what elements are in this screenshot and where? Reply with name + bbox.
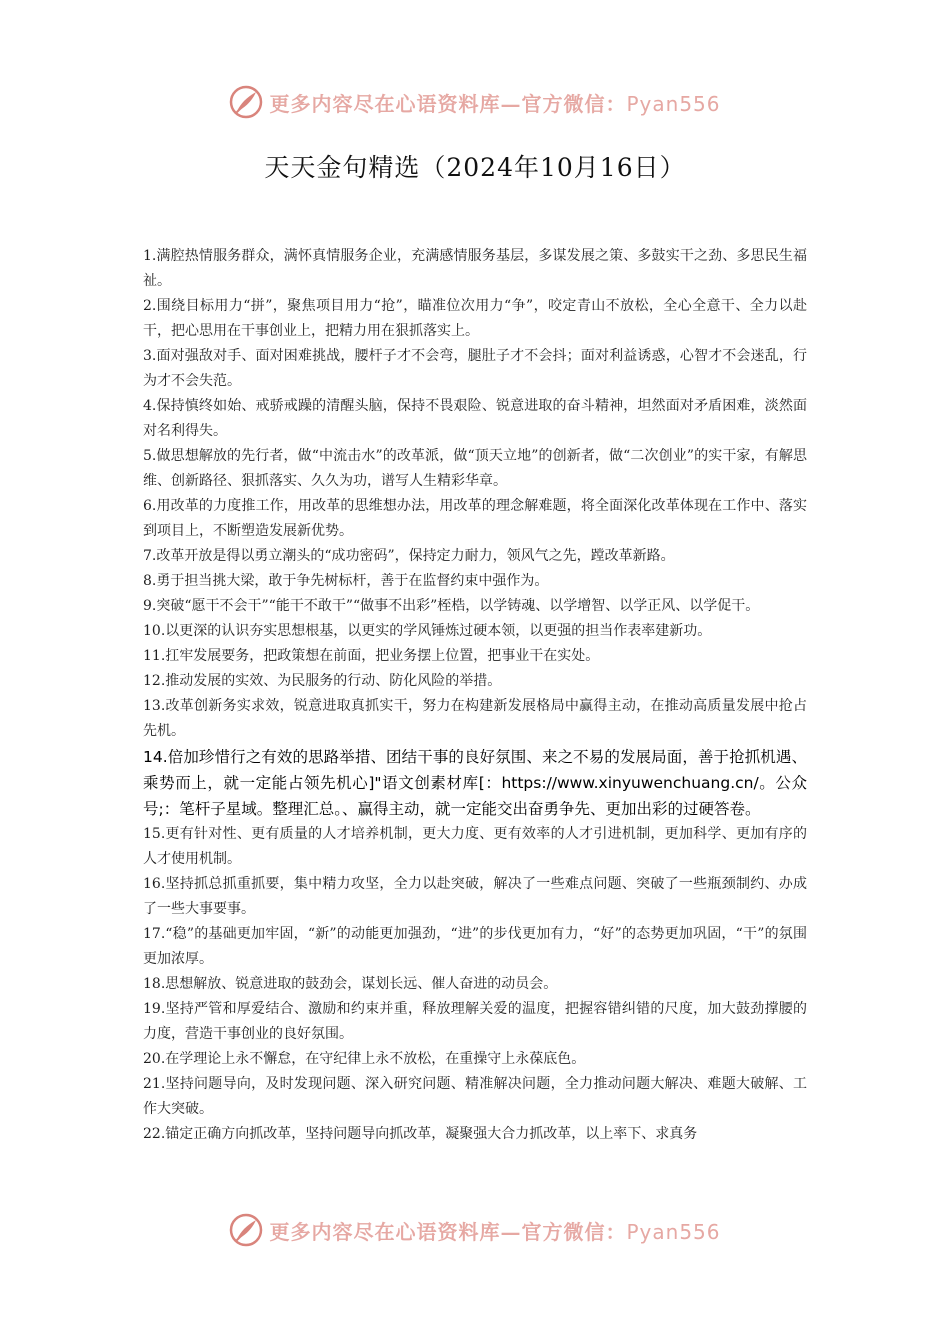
list-item: 19.坚持严管和厚爱结合、激励和约束并重，释放理解关爱的温度，把握容错纠错的尺度，加大鼓劲撑腰的力度，营造干事创业的良好氛围。: [143, 1001, 807, 1042]
list-item: 16.坚持抓总抓重抓要，集中精力攻坚，全力以赴突破，解决了一些难点问题、突破了一些瓶颈制约、办成了一些大事要事。: [143, 876, 807, 917]
list-item: 22.锚定正确方向抓改革，坚持问题导向抓改革，凝聚强大合力抓改革，以上率下、求真务: [143, 1126, 698, 1142]
quill-logo-icon: [229, 1213, 263, 1247]
list-item: 2.围绕目标用力“拼”，聚焦项目用力“抢”，瞄准位次用力“争”，咬定青山不放松，全心全意干、全力以赴干，把心思用在干事创业上，把精力用在狠抓落实上。: [143, 298, 807, 339]
watermark-text: 更多内容尽在心语资料库—官方微信：Pyan556: [269, 1219, 721, 1244]
list-item: 8.勇于担当挑大梁，敢于争先树标杆，善于在监督约束中强作为。: [143, 573, 549, 589]
list-item: 3.面对强敌对手、面对困难挑战，腰杆子才不会弯，腿肚子才不会抖；面对利益诱惑，心智才不会迷乱，行为才不会失范。: [143, 348, 807, 389]
footer-watermark-banner: [0, 1208, 950, 1252]
list-item: 13.改革创新务实求效，锐意进取真抓实干，努力在构建新发展格局中赢得主动，在推动高质量发展中抢占先机。: [143, 698, 807, 739]
watermark-text: 更多内容尽在心语资料库—官方微信：Pyan556: [269, 91, 721, 116]
list-item: 11.扛牢发展要务，把政策想在前面，把业务摆上位置，把事业干在实处。: [143, 648, 600, 664]
list-item-inserted-ad: 14.倍加珍惜行之有效的思路举措、团结干事的良好氛围、来之不易的发展局面，善于抢抓机遇、乘势而上，就一定能占领先机心]"语文创素材库[：https://www.xinyuwenchuang.cn/。公众号;：笔杆子星域。整理汇总。、赢得主动，就一定能交出奋勇争先、更加出彩的过硬答卷。: [143, 748, 807, 818]
list-item: 4.保持慎终如始、戒骄戒躁的清醒头脑，保持不畏艰险、锐意进取的奋斗精神，坦然面对矛盾困难，淡然面对名利得失。: [143, 398, 807, 439]
quill-logo-icon: [229, 85, 263, 119]
list-item: 15.更有针对性、更有质量的人才培养机制，更大力度、更有效率的人才引进机制，更加科学、更加有序的人才使用机制。: [143, 826, 807, 867]
list-item: 5.做思想解放的先行者，做“中流击水”的改革派，做“顶天立地”的创新者，做“二次创业”的实干家，有解思维、创新路径、狠抓落实、久久为功，谱写人生精彩华章。: [143, 448, 807, 489]
header-watermark-banner: [0, 80, 950, 124]
list-item: 20.在学理论上永不懈怠，在守纪律上永不放松，在重操守上永葆底色。: [143, 1051, 586, 1067]
list-item: 18.思想解放、锐意进取的鼓劲会，谋划长远、催人奋进的动员会。: [143, 976, 558, 992]
list-item: 21.坚持问题导向，及时发现问题、深入研究问题、精准解决问题，全力推动问题大解决、难题大破解、工作大突破。: [143, 1076, 807, 1117]
list-item: 1.满腔热情服务群众，满怀真情服务企业，充满感情服务基层，多谋发展之策、多鼓实干之劲、多思民生福祉。: [143, 248, 807, 289]
list-item: 12.推动发展的实效、为民服务的行动、防化风险的举措。: [143, 673, 502, 689]
list-item: 6.用改革的力度推工作，用改革的思维想办法，用改革的理念解难题，将全面深化改革体现在工作中、落实到项目上，不断塑造发展新优势。: [143, 498, 807, 539]
page-title: 天天金句精选（2024年10月16日）: [264, 153, 686, 182]
list-item: 9.突破“愿干不会干”“能干不敢干”“做事不出彩”桎梏，以学铸魂、以学增智、以学正风、以学促干。: [143, 598, 760, 614]
list-item: 7.改革开放是得以勇立潮头的“成功密码”，保持定力耐力，领风气之先，蹚改革新路。: [143, 548, 675, 564]
quote-list: [143, 244, 807, 1194]
list-item: 17.“稳”的基础更加牢固，“新”的动能更加强劲，“进”的步伐更加有力，“好”的态势更加巩固，“干”的氛围更加浓厚。: [143, 926, 807, 967]
list-item: 10.以更深的认识夯实思想根基，以更实的学风锤炼过硬本领，以更强的担当作表率建新功。: [143, 623, 712, 639]
